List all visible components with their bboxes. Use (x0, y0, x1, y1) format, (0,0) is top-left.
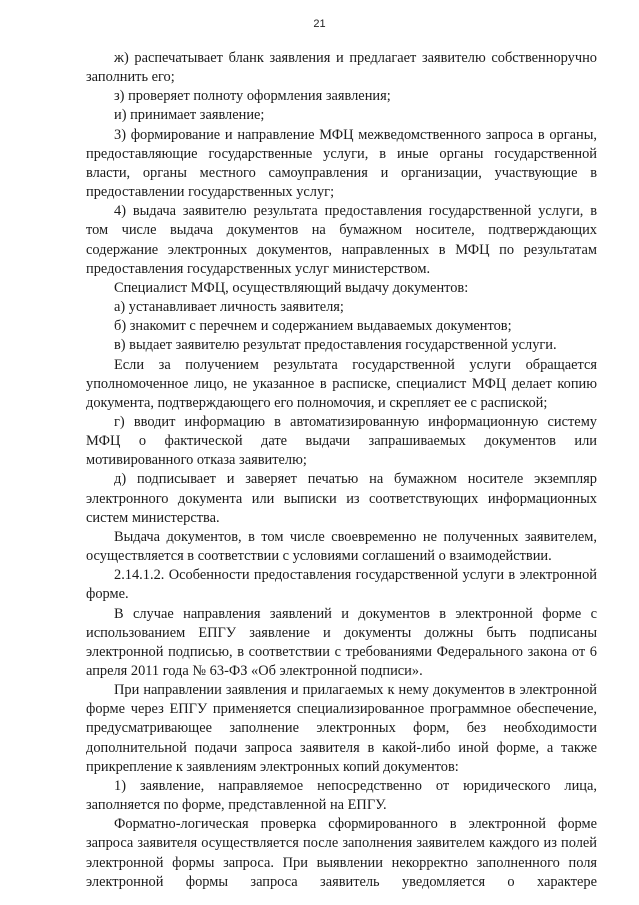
paragraph-authorized-person: Если за получением результата государственной услуги обращается уполномоченное лицо, не указанное в расписке, специалист МФЦ делает копию документа, подтверждающего его полномочия, и скрепляет ее с распиской; (86, 356, 597, 411)
paragraph-item-g: г) вводит информацию в автоматизированную информационную систему МФЦ о фактической дате выдачи запрашиваемых документов или мотивированного отказа заявителю; (86, 413, 597, 469)
paragraph-step-3: 3) формирование и направление МФЦ межведомственного запроса в органы, предоставляющие государственные услуги, в иные органы государственной власти, органы местного самоуправления и организации, участвующие в предоставлении государственных услуг; (86, 126, 597, 201)
paragraph-item-d: д) подписывает и заверяет печатью на бумажном носителе экземпляр электронного документа или выписки из соответствующих информационных систем министерства. (86, 471, 597, 526)
page-number: 21 (313, 18, 326, 30)
paragraph-item-zh: ж) распечатывает бланк заявления и предлагает заявителю собственноручно заполнить его; (86, 50, 597, 86)
document-body (86, 49, 597, 892)
paragraph-format-check: Форматно-логическая проверка сформированного в электронной форме запроса заявителя осуществляется после заполнения заявителем каждого из полей электронной формы запроса. При выявлении некорректно заполненного поля электронной формы запроса заявитель уведомляется о характере (86, 816, 597, 890)
paragraph-item-z: з) проверяет полноту оформления заявления; (114, 88, 391, 105)
paragraph-list-item-1: 1) заявление, направляемое непосредственно от юридического лица, заполняется по форме, представленной на ЕПГУ. (86, 777, 597, 814)
paragraph-step-4: 4) выдача заявителю результата предоставления государственной услуги, в том числе выдача документов на бумажном носителе, подтверждающих содержание электронных документов, направленных в МФЦ по результатам предоставления государственных услуг министерством. (86, 203, 597, 277)
paragraph-document-issuance: Выдача документов, в том числе своевременно не полученных заявителем, осуществляется в соответствии с условиями соглашений о взаимодействии. (86, 528, 597, 565)
paragraph-epgu-software: При направлении заявления и прилагаемых к нему документов в электронной форме через ЕПГУ применяется специализированное программное обеспечение, предусматривающее заполнение электронных форм, без необходимости дополнительной подачи запроса заявителя в какой-либо иной форме, а также прикрепление к заявлениям электронных копий документов: (86, 682, 597, 775)
paragraph-specialist-intro: Специалист МФЦ, осуществляющий выдачу документов: (114, 279, 469, 296)
paragraph-item-a: а) устанавливает личность заявителя; (114, 299, 344, 316)
section-heading-2-14-1-2: 2.14.1.2. Особенности предоставления государственной услуги в электронной форме. (86, 567, 597, 603)
paragraph-item-v: в) выдает заявителю результат предоставления государственной услуги. (114, 337, 557, 354)
paragraph-item-i: и) принимает заявление; (114, 107, 265, 124)
paragraph-item-b: б) знакомит с перечнем и содержанием выдаваемых документов; (114, 318, 512, 335)
paragraph-electronic-submission: В случае направления заявлений и документов в электронной форме с использованием ЕПГУ заявление и документы должны быть подписаны электронной подписью, в соответствии с требованиями Федерального закона от 6 апреля 2011 года № 63-ФЗ «Об электронной подписи». (86, 605, 597, 679)
